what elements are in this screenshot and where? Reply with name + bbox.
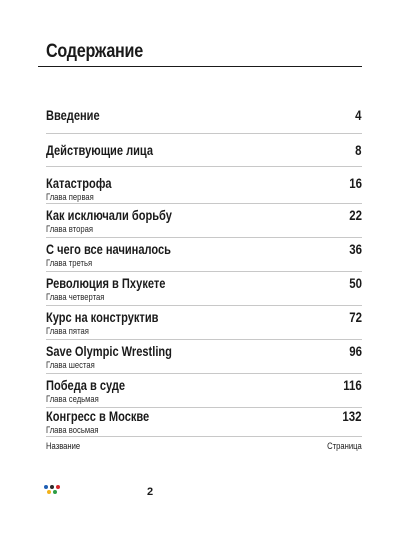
toc-divider	[46, 407, 362, 408]
toc-entry[interactable]	[46, 310, 362, 340]
toc-entry-page: 4	[355, 108, 362, 123]
toc-entry-page: 22	[349, 208, 362, 223]
logo-dot	[50, 485, 54, 489]
legend-title-label: Название	[46, 441, 81, 451]
toc-entry-page: 96	[349, 344, 362, 359]
toc-entry[interactable]	[46, 242, 362, 272]
page-number: 2	[147, 486, 154, 498]
toc-entry[interactable]	[46, 108, 362, 134]
logo-dot	[47, 490, 51, 494]
toc-divider	[46, 305, 362, 306]
toc-entry-chapter: Глава первая	[46, 192, 94, 202]
toc-entry[interactable]	[46, 143, 362, 167]
toc-entry-page: 72	[349, 310, 362, 325]
logo-dot	[44, 485, 48, 489]
toc-entry-page: 8	[355, 143, 362, 158]
toc-entry-page: 132	[342, 409, 362, 424]
toc-entry-chapter: Глава восьмая	[46, 425, 99, 435]
page-title: Содержание	[46, 41, 143, 62]
toc-entry-page: 36	[349, 242, 362, 257]
olympic-rings-logo	[44, 485, 66, 497]
toc-entry-title: Как исключали борьбу	[46, 208, 172, 223]
toc-entry-title: С чего все начиналось	[46, 242, 171, 257]
toc-entry-page: 50	[349, 276, 362, 291]
toc-entry-title: Победа в суде	[46, 378, 126, 393]
toc-entry[interactable]	[46, 208, 362, 238]
toc-entry-title: Революция в Пхукете	[46, 276, 166, 291]
toc-divider	[46, 373, 362, 374]
toc-entry-title: Действующие лица	[46, 143, 154, 158]
toc-entry[interactable]	[46, 276, 362, 306]
toc-entry-chapter: Глава шестая	[46, 360, 95, 370]
logo-dot	[53, 490, 57, 494]
toc-entry[interactable]	[46, 344, 362, 374]
toc-entry-title: Курс на конструктив	[46, 310, 159, 325]
toc-entry-title: Катастрофа	[46, 176, 112, 191]
toc-entry[interactable]	[46, 409, 362, 437]
toc-entry-page: 16	[349, 176, 362, 191]
toc-entry-title: Введение	[46, 108, 100, 123]
toc-divider	[46, 203, 362, 204]
toc-divider	[46, 339, 362, 340]
toc-entry-chapter: Глава четвертая	[46, 292, 105, 302]
legend-page-label: Страница	[327, 441, 362, 451]
toc-entry-chapter: Глава третья	[46, 258, 93, 268]
toc-divider	[46, 166, 362, 167]
toc-entry-chapter: Глава вторая	[46, 224, 94, 234]
toc-entry-title: Save Olympic Wrestling	[46, 344, 172, 359]
toc-entry-title: Конгресс в Москве	[46, 409, 150, 424]
logo-dot	[56, 485, 60, 489]
toc-entry[interactable]	[46, 176, 362, 204]
title-divider	[38, 66, 362, 67]
toc-divider	[46, 436, 362, 437]
toc-divider	[46, 133, 362, 134]
toc-entry[interactable]	[46, 378, 362, 408]
toc-divider	[46, 237, 362, 238]
toc-entry-chapter: Глава седьмая	[46, 394, 99, 404]
toc-divider	[46, 271, 362, 272]
toc-entry-page: 116	[343, 378, 362, 393]
toc-entry-chapter: Глава пятая	[46, 326, 89, 336]
